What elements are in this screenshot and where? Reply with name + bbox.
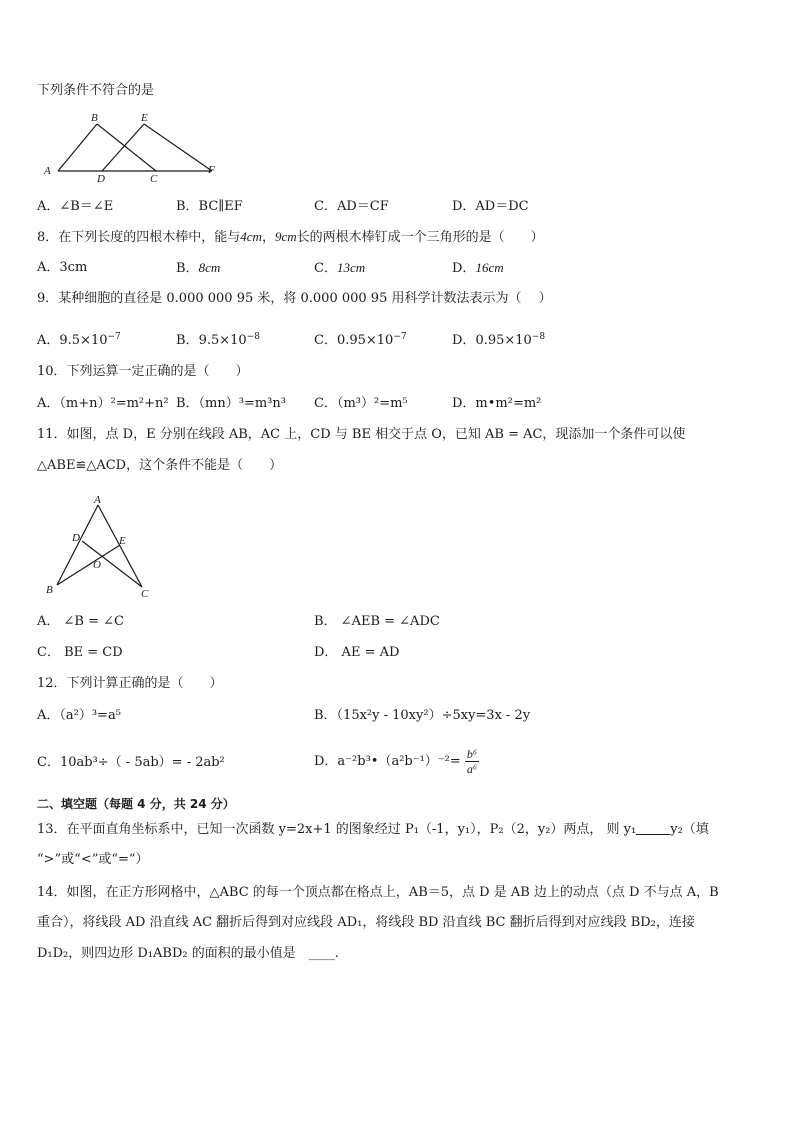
q7-option-a[interactable]: A．∠B＝∠E xyxy=(37,199,114,214)
q11-label-d: D xyxy=(72,532,80,544)
q8-option-b[interactable]: B．8cm xyxy=(176,260,221,276)
q10-option-b[interactable]: B．（mn）³=m³n³ xyxy=(176,396,286,411)
q8-option-d[interactable]: D．16cm xyxy=(452,260,504,276)
q13-line1: 13．在平面直角坐标系中，已知一次函数 y=2x+1 的图象经过 P₁（-1，y₁），P₂（2，y₂）两点， 则 y₁ y₂（填 xyxy=(37,822,709,837)
section-2-heading: 二、填空题（每题 4 分，共 24 分） xyxy=(37,797,235,811)
q13-answer-blank[interactable] xyxy=(636,822,670,835)
q7-option-b[interactable]: B．BC∥EF xyxy=(176,199,243,214)
q10-option-c[interactable]: C．（m³）²=m⁵ xyxy=(314,396,408,411)
q7-label-d: D xyxy=(97,173,105,185)
q7-label-e: E xyxy=(141,112,148,124)
q11-option-b[interactable]: B． ∠AEB = ∠ADC xyxy=(314,614,440,629)
q7-label-b: B xyxy=(91,112,98,124)
q14-line1: 14．如图，在正方形网格中，△ABC 的每一个顶点都在格点上，AB＝5，点 D 是 AB 边上的动点（点 D 不与点 A，B xyxy=(37,885,719,900)
q11-option-c[interactable]: C． BE = CD xyxy=(37,645,123,660)
q14-line3: D₁D₂，则四边形 D₁ABD₂ 的面积的最小值是 ____. xyxy=(37,946,339,961)
q11-option-a[interactable]: A． ∠B = ∠C xyxy=(37,614,124,629)
q10-stem: 10．下列运算一定正确的是（ ） xyxy=(37,364,249,379)
q7-label-c: C xyxy=(150,173,158,185)
q7-line-bc xyxy=(97,124,156,171)
q8-option-a[interactable]: A．3cm xyxy=(37,260,88,275)
q7-option-d[interactable]: D．AD＝DC xyxy=(452,199,529,214)
q8-stem: 8．在下列长度的四根木棒中，能与4cm，9cm长的两根木棒钉成一个三角形的是（ ） xyxy=(37,229,544,245)
q11-option-d[interactable]: D． AE = AD xyxy=(314,645,400,660)
q12-stem: 12．下列计算正确的是（ ） xyxy=(37,676,223,691)
q7-line-de xyxy=(102,124,144,171)
q8-option-c[interactable]: C．13cm xyxy=(314,260,366,276)
q7-figure xyxy=(40,110,220,186)
q7-label-a: A xyxy=(44,165,51,177)
q11-figure xyxy=(40,493,160,603)
q7-line-ab xyxy=(58,124,97,171)
q7-label-f: F xyxy=(208,164,215,176)
q12-option-b[interactable]: B．（15x²y - 10xy²）÷5xy=3x - 2y xyxy=(314,708,531,723)
q7-option-c[interactable]: C．AD＝CF xyxy=(314,199,389,214)
q9-option-d[interactable]: D．$0.95\times 10^{-8}$ xyxy=(452,332,546,348)
q11-label-b: B xyxy=(46,584,53,596)
q12-option-d[interactable]: D．a⁻²b³•（a²b⁻¹）⁻²= $\frac{\text{b⁶}}{\text{a⁶}}$ xyxy=(314,747,478,776)
q10-option-a[interactable]: A．（m+n）²=m²+n² xyxy=(37,396,169,411)
q11-label-o: O xyxy=(93,559,101,571)
q12-option-c[interactable]: C．10ab³÷（ - 5ab）= - 2ab² xyxy=(37,755,225,770)
q10-option-d[interactable]: D．m•m²=m² xyxy=(452,396,542,411)
q12-option-a[interactable]: A．（a²）³=a⁵ xyxy=(37,708,121,723)
q11-label-c: C xyxy=(141,588,149,600)
q9-option-b[interactable]: B．$9.5\times 10^{-8}$ xyxy=(176,332,260,348)
q9-option-a[interactable]: A．$9.5\times 10^{-7}$ xyxy=(37,332,121,348)
q11-label-a: A xyxy=(94,494,101,506)
q9-stem: 9．某种细胞的直径是 0.000 000 95 米，将 0.000 000 95 用科学计数法表示为（ ） xyxy=(37,291,552,306)
q7-line-ef xyxy=(144,124,212,171)
q11-label-e: E xyxy=(119,535,126,547)
q11-stem-line2: △ABE≌△ACD，这个条件不能是（ ） xyxy=(37,458,283,473)
q13-line2: “>”或“<”或“=”） xyxy=(37,852,149,867)
q9-option-c[interactable]: C．$0.95\times 10^{-7}$ xyxy=(314,332,407,348)
q11-line-ab xyxy=(57,505,98,585)
q12-option-d-fraction: $\frac{\text{b⁶}}{\text{a⁶}}$ xyxy=(466,747,478,776)
q7-stem: 下列条件不符合的是 xyxy=(37,83,155,98)
q11-line-be xyxy=(57,545,120,585)
q14-line2: 重合），将线段 AD 沿直线 AC 翻折后得到对应线段 AD₁，将线段 BD 沿直线 BC 翻折后得到对应线段 BD₂，连接 xyxy=(37,915,695,930)
q11-stem-line1: 11．如图，点 D，E 分别在线段 AB，AC 上，CD 与 BE 相交于点 O，已知 AB = AC，现添加一个条件可以使 xyxy=(37,427,686,442)
